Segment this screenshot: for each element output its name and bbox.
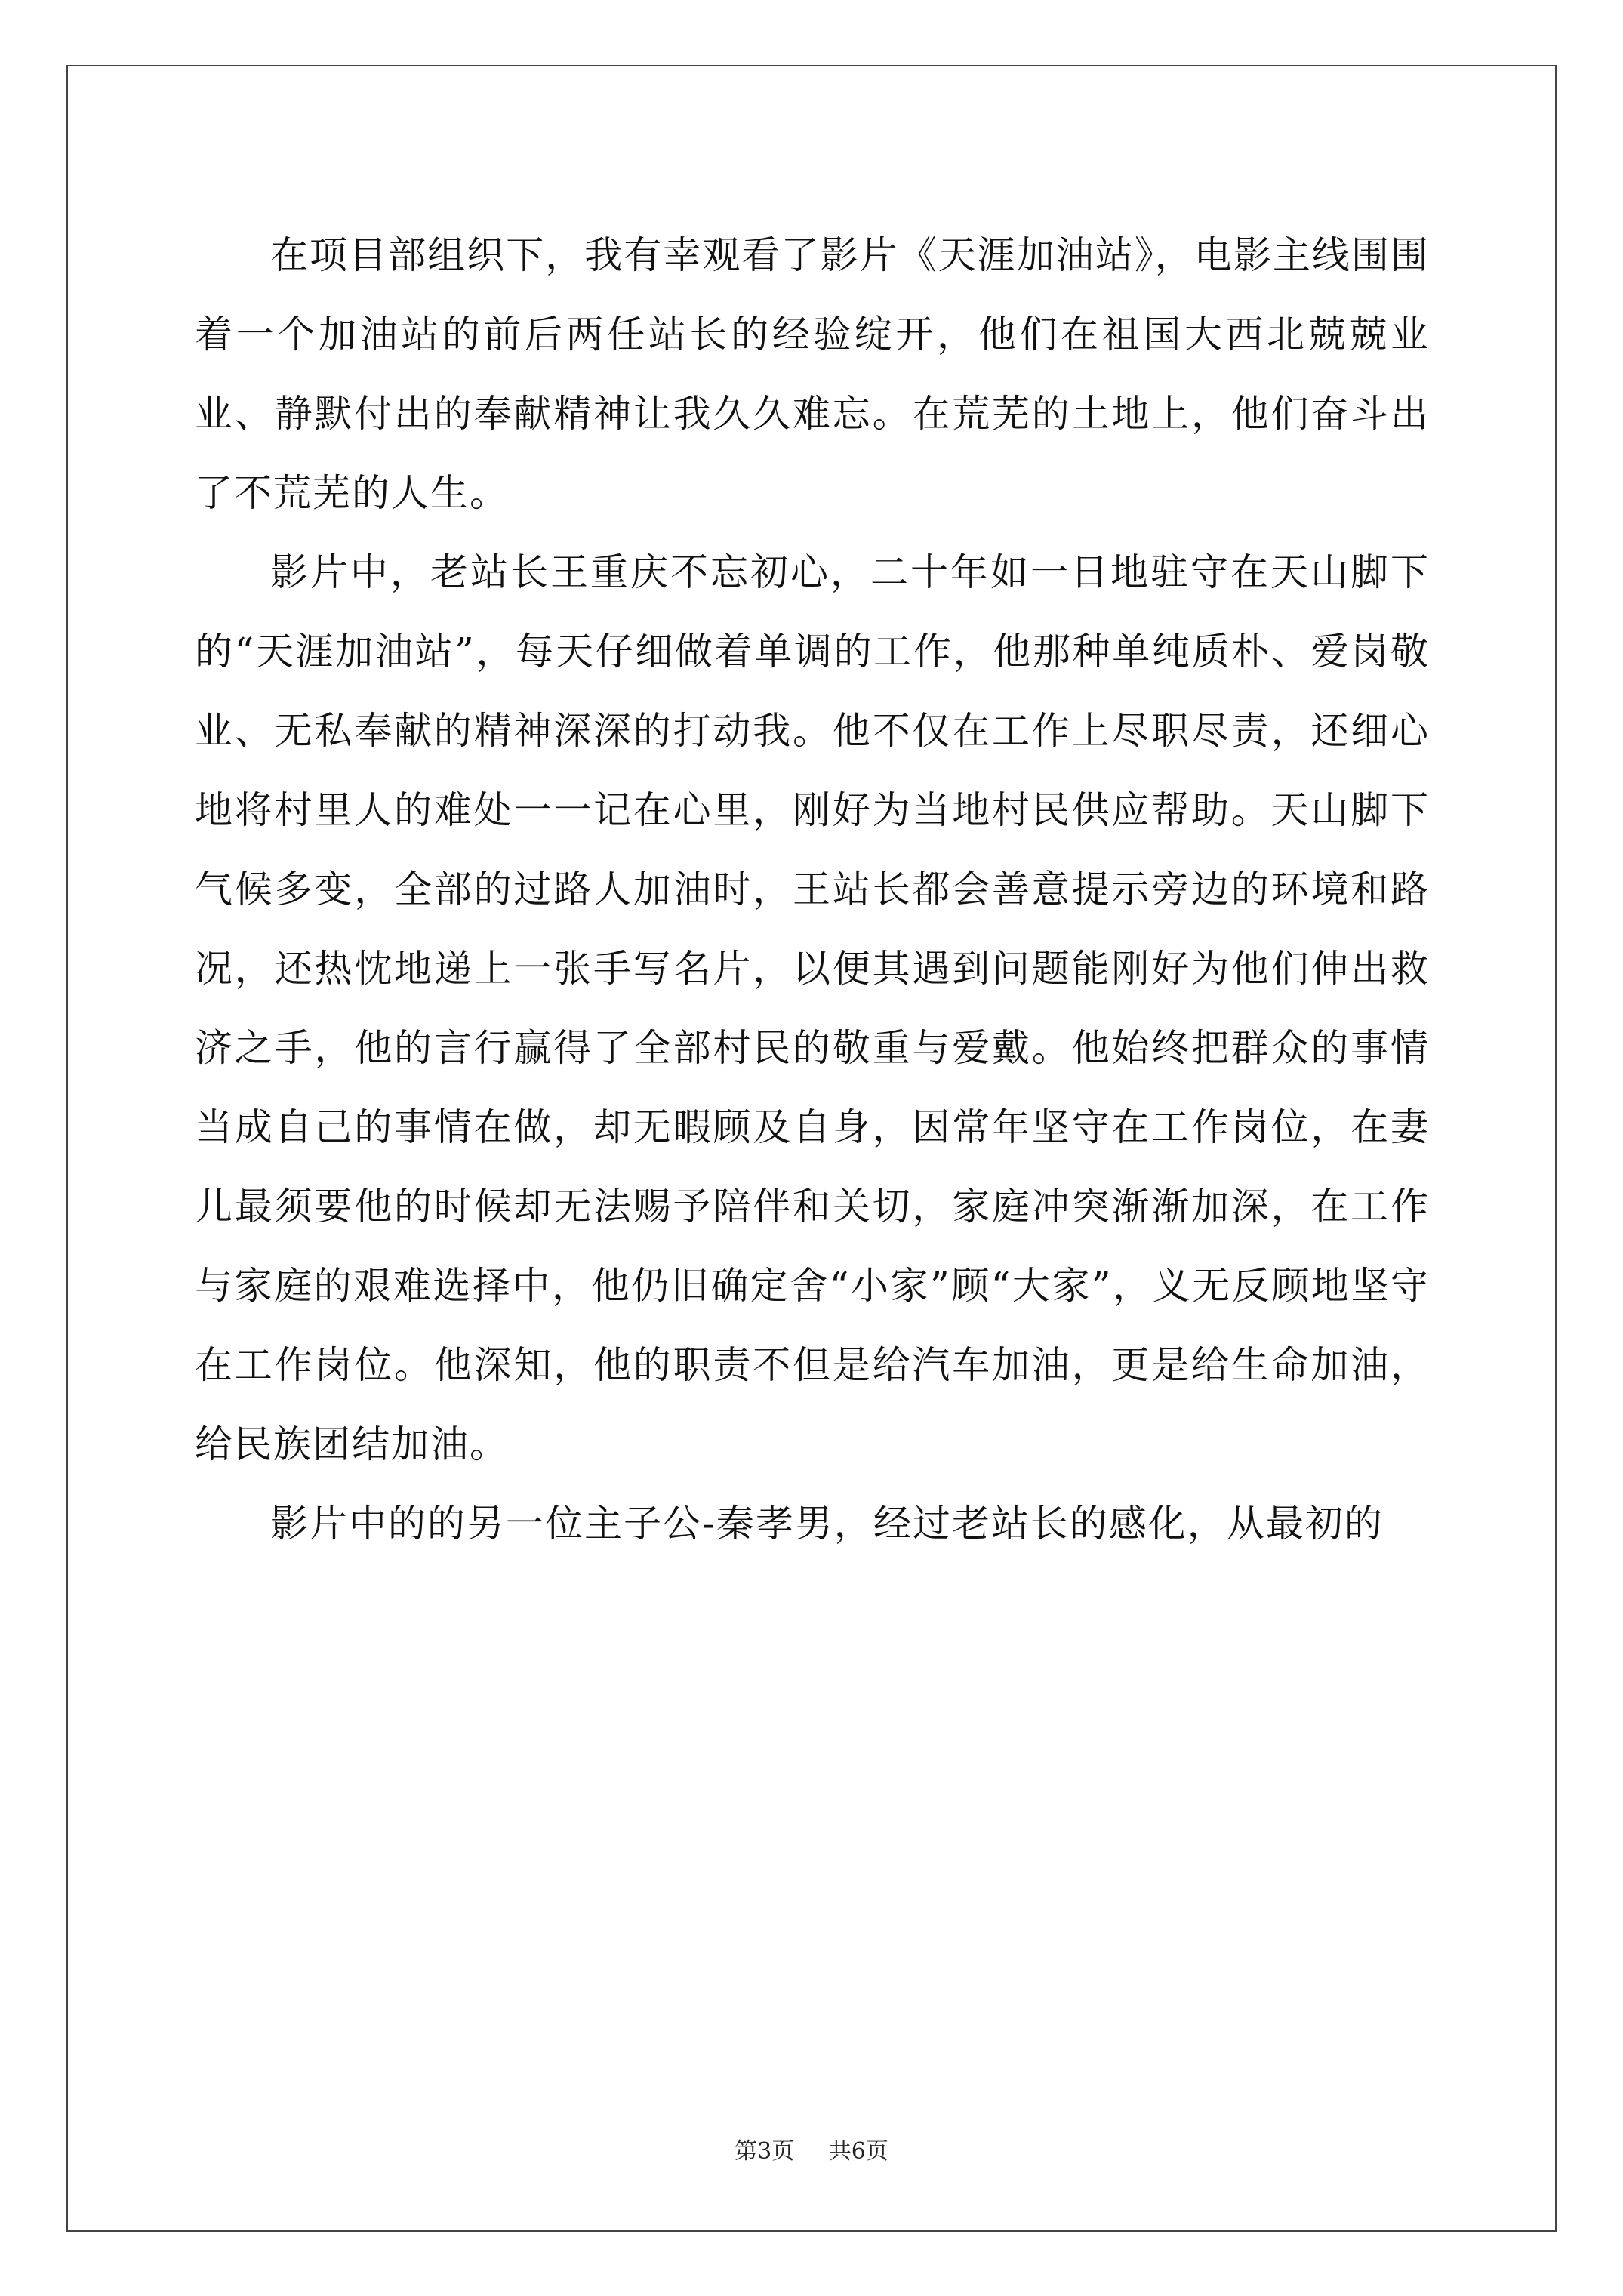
page-number: 第3页 [735, 2138, 795, 2165]
page-total: 共6页 [828, 2138, 888, 2165]
paragraph-intro: 在项目部组织下，我有幸观看了影片《天涯加油站》，电影主线围围着一个加油站的前后两任站长的经验绽开，他们在祖国大西北兢兢业业、静默付出的奉献精神让我久久难忘。在荒芜的土地上，他们奋斗出了不荒芜的人生。 [195, 233, 1430, 515]
page-footer [0, 2137, 1623, 2167]
paragraph-old-station-master: 影片中，老站长王重庆不忘初心，二十年如一日地驻守在天山脚下的“天涯加油站”，每天仔细做着单调的工作，他那种单纯质朴、爱岗敬业、无私奉献的精神深深的打动我。他不仅在工作上尽职尽责，还细心地将村里人的难处一一记在心里，刚好为当地村民供应帮助。天山脚下气候多变，全部的过路人加油时，王站长都会善意提示旁边的环境和路况，还热忱地递上一张手写名片，以便其遇到问题能刚好为他们伸出救济之手，他的言行赢得了全部村民的敬重与爱戴。他始终把群众的事情当成自己的事情在做，却无暇顾及自身，因常年坚守在工作岗位，在妻儿最须要他的时候却无法赐予陪伴和关切，家庭冲突渐渐加深，在工作与家庭的艰难选择中，他仍旧确定舍“小家”顾“大家”，义无反顾地坚守在工作岗位。他深知，他的职责不但是给汽车加油，更是给生命加油，给民族团结加油。 [195, 550, 1430, 1466]
document-body [195, 216, 1430, 1564]
paragraph-second-protagonist: 影片中的的另一位主子公-秦孝男，经过老站长的感化，从最初的 [270, 1502, 1384, 1546]
